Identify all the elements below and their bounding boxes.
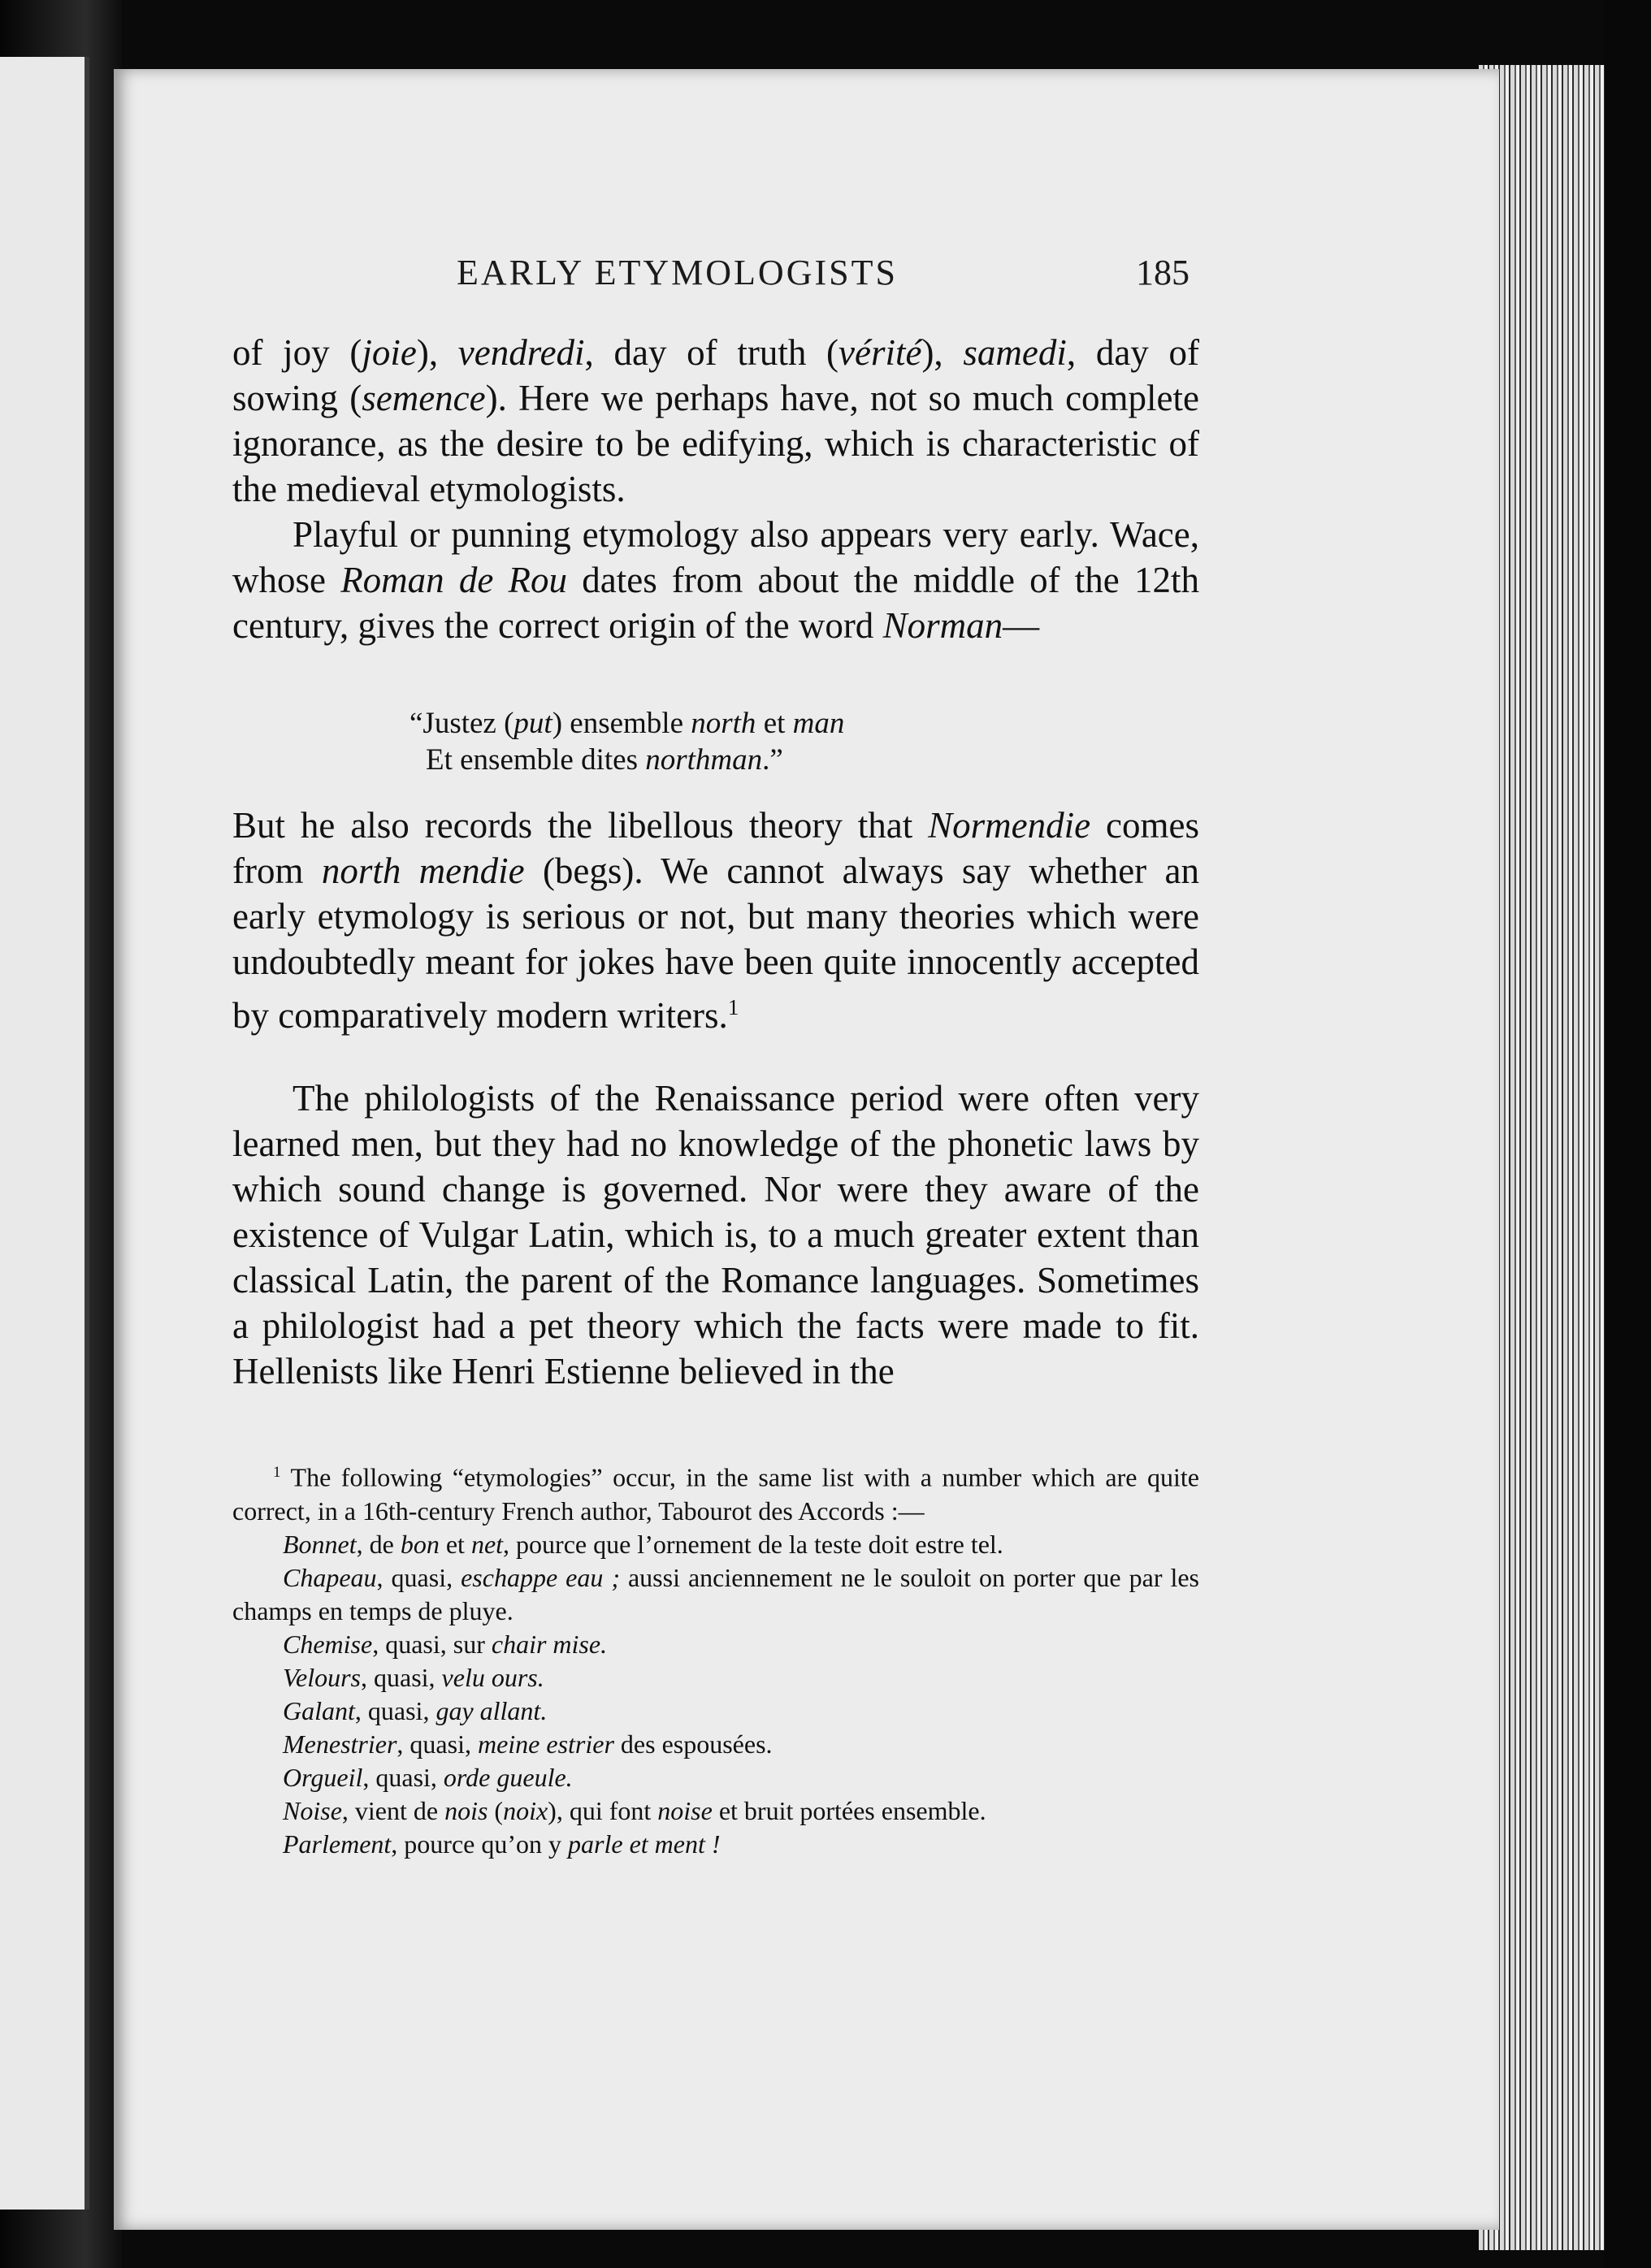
italic-term: semence (362, 378, 486, 418)
italic-term: put (514, 707, 552, 740)
footnote-entry (232, 1528, 1199, 1561)
text-run: “Justez ( (410, 707, 514, 740)
footnote-entry (232, 1561, 1199, 1628)
text-run: dates from about the middle of the 12th century, gives the correct origin of the word (232, 560, 1199, 646)
footnote-entry (232, 1628, 1199, 1661)
text-run: , quasi, (361, 1662, 442, 1692)
italic-term: nois (444, 1795, 488, 1825)
italic-term: Roman de Rou (340, 560, 568, 600)
text-run: et (439, 1529, 471, 1559)
italic-term: northman (645, 743, 763, 777)
italic-term: samedi (963, 332, 1067, 373)
text-run: .” (762, 743, 783, 777)
text-run: , quasi, (354, 1695, 436, 1725)
italic-term: Chemise (283, 1629, 373, 1659)
italic-term: Velours (283, 1662, 361, 1692)
text-run: , pource qu’on y (391, 1829, 569, 1859)
text-run: et bruit portées ensemble. (712, 1795, 986, 1825)
text-run: of joy ( (232, 332, 362, 373)
text-run: ), (921, 332, 964, 373)
text-run: aussi anciennement ne le souloit on porter que par les champs en temps de pluye. (232, 1562, 1200, 1625)
italic-term: parle et ment ! (568, 1829, 721, 1859)
italic-term: vérité (838, 332, 922, 373)
text-run: Et ensemble dites (426, 743, 646, 777)
italic-term: gay allant. (436, 1695, 548, 1725)
footnote-intro (232, 1456, 1199, 1528)
footnote-block (232, 1456, 1199, 1861)
italic-term: Normendie (928, 805, 1091, 846)
italic-term: joie (362, 332, 417, 373)
text-run: , quasi, (362, 1762, 444, 1792)
footnote-marker: 1 (727, 995, 739, 1019)
text-run: ). Here we perhaps have, not so much complete ignorance, as the desire to be edifying, which is characteristic of the medieval etymologists. (232, 378, 1199, 509)
right-background (1605, 0, 1651, 2268)
running-title: EARLY ETYMOLOGISTS (457, 253, 898, 292)
italic-term: Noise (283, 1795, 342, 1825)
text-run: ), (416, 332, 458, 373)
text-run: (begs). We cannot always say whether an early etymology is serious or not, but many theories which were undoubtedly meant for jokes have been quite innocently accepted by comparatively modern writers. (232, 850, 1199, 1036)
text-run: ), qui font (548, 1795, 658, 1825)
italic-term: Orgueil (283, 1762, 363, 1792)
page-number: 185 (1136, 253, 1190, 292)
italic-term: eschappe eau ; (461, 1562, 620, 1592)
text-run: , vient de (341, 1795, 445, 1825)
footnote-entry (232, 1761, 1199, 1794)
footnote-entry (232, 1828, 1199, 1861)
italic-term: bon (400, 1529, 440, 1559)
text-run: — (1003, 605, 1040, 646)
paragraph-3-text (232, 803, 1199, 1038)
text-run: , day of truth ( (584, 332, 838, 373)
text-run: The following “etymologies” occur, in the same list with a number which are quite correct, in a 16th-century French author, Tabourot des Accords :— (232, 1462, 1199, 1526)
paragraph-2-text (232, 512, 1199, 648)
footnote-entry (232, 1794, 1199, 1828)
italic-term: Menestrier (283, 1729, 397, 1759)
paragraph-2 (232, 512, 1199, 648)
text-run: , day of sowing ( (232, 332, 1199, 418)
italic-term: Chapeau (283, 1562, 377, 1592)
verse-quote (410, 705, 1027, 778)
italic-term: noix (503, 1795, 548, 1825)
text-run: , quasi, (376, 1562, 462, 1592)
italic-term: north (691, 707, 756, 740)
italic-term: Bonnet (283, 1529, 357, 1559)
italic-term: meine estrier (477, 1729, 614, 1759)
text-run: , de (356, 1529, 401, 1559)
footnote-marker: 1 (273, 1464, 281, 1481)
text-run: But he also records the libellous theory that (232, 805, 929, 846)
verse-line-2 (410, 742, 1027, 778)
italic-term: Galant (283, 1695, 355, 1725)
italic-term: chair mise. (491, 1629, 608, 1659)
text-run: , quasi, (396, 1729, 478, 1759)
text-run: des espousées. (613, 1729, 773, 1759)
text-run: et (756, 707, 793, 740)
italic-term: net (470, 1529, 504, 1559)
italic-term: velu ours. (441, 1662, 544, 1692)
paragraph-4 (232, 1076, 1199, 1394)
text-run: comes from (232, 805, 1199, 891)
paragraph-1-text (232, 330, 1199, 512)
italic-term: Parlement (283, 1829, 392, 1859)
italic-term: Norman (882, 605, 1003, 646)
footnote-entry (232, 1728, 1199, 1761)
italic-term: noise (657, 1795, 713, 1825)
footnote-items (232, 1528, 1199, 1861)
previous-page-edge (0, 57, 89, 2210)
text-run: , quasi, sur (372, 1629, 492, 1659)
paragraph-4-text (232, 1076, 1199, 1394)
paragraph-1 (232, 330, 1199, 512)
text-run: , pource que l’ornement de la teste doit estre tel. (503, 1529, 1003, 1559)
italic-term: vendredi (457, 332, 585, 373)
italic-term: orde gueule. (443, 1762, 573, 1792)
italic-term: man (792, 707, 845, 740)
text-run: ( (488, 1795, 504, 1825)
text-run: ) ensemble (552, 707, 691, 740)
footnote-entry (232, 1661, 1199, 1695)
verse-line-1 (410, 705, 1027, 742)
text-run: Playful or punning etymology also appears very early. Wace, whose (232, 514, 1199, 600)
text-run: The philologists of the Renaissance period were often very learned men, but they had no knowledge of the phonetic laws by which sound change is governed. Nor were they aware of the existence of Vulgar Latin, which is, to a much greater extent than classical Latin, the parent of the Romance languages. Sometimes a philologist had a pet theory which the facts were made to fit. Hellenists like Henri Estienne believed in the (232, 1078, 1199, 1392)
footnote-entry (232, 1695, 1199, 1728)
paragraph-3 (232, 803, 1199, 1038)
italic-term: north mendie (321, 850, 525, 891)
